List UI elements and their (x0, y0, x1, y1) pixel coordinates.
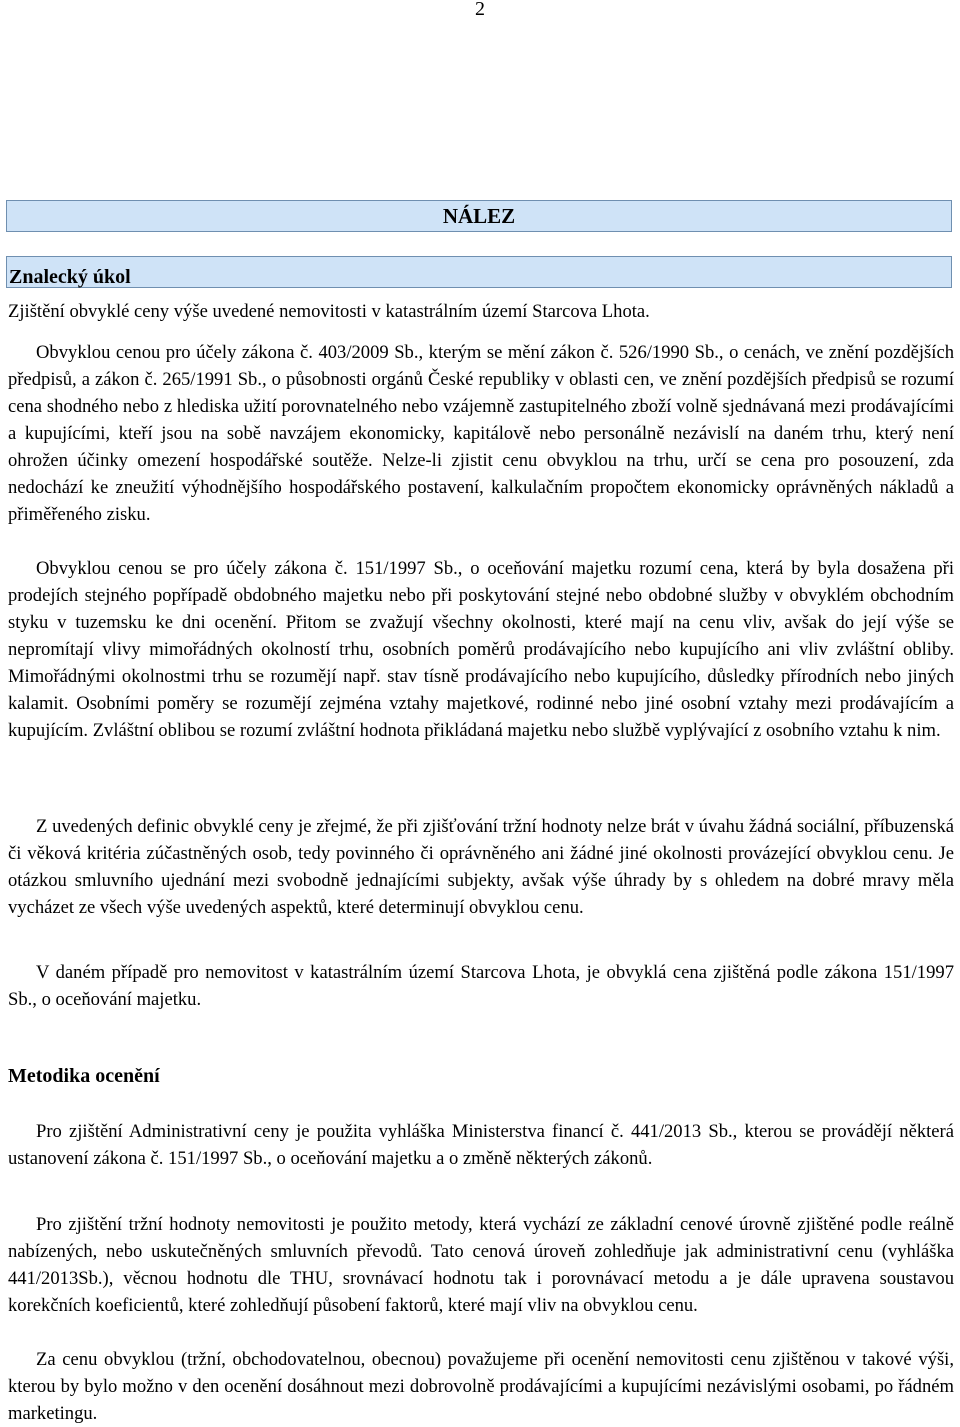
conclusion-paragraph: Z uvedených definic obvyklé ceny je zřejmé, že při zjišťování tržní hodnoty nelze brát v úvahu žádná sociální, příbuzenská či věková kritéria zúčastněných osob, tedy povinného či oprávněného ani žádné jiné okolnosti provázející obvyklou cenu. Je otázkou smluvního ujednání mezi svobodně jednajícími subjekty, avšak výše úhrady by s ohledem na dobré mravy měla vycházet ze všech výše uvedených aspektů, které determinují obvyklou cenu. (8, 816, 954, 918)
method-paragraph-market: Pro zjištění tržní hodnoty nemovitosti je použito metody, která vychází ze základní cenové úrovně zjištěné podle reálně nabízených, nebo uskutečněných smluvních převodů. Tato cenová úroveň zohledňuje jak administrativní cenu (vyhláška 441/2013Sb.), věcnou hodnotu dle THU, srovnávací hodnotu tak i porovnávací metodu a je dále upravena soustavou korekčních koeficientů, které zohledňují působení faktorů, které mají vliv na obvyklou cenu. (8, 1214, 954, 1316)
definition-paragraph-151-1997: Obvyklou cenou se pro účely zákona č. 151/1997 Sb., o oceňování majetku rozumí cena, která by byla dosažena při prodejích stejného popřípadě obdobného majetku nebo při poskytování stejné nebo obdobné služby v obvyklém obchodním styku v tuzemsku ke dni ocenění. Přitom se zvažují všechny okolnosti, které mají na cenu vliv, avšak do její výše se nepromítají vlivy mimořádných okolností trhu, osobních poměrů prodávajícího nebo kupujícího ani vliv zvláštní obliby. Mimořádnými okolnostmi trhu se rozumějí např. stav tísně prodávajícího nebo kupujícího, důsledky přírodních nebo jiných kalamit. Osobními poměry se rozumějí zejména vztahy majetkové, rodinné nebo jiné osobní vztahy mezi prodávajícím a kupujícím. Zvláštní oblibou se rozumí zvláštní hodnota přikládaná majetku nebo službě vyplývající z osobního vztahu k nim. (8, 558, 954, 741)
section-banner-znalecky-ukol (6, 256, 952, 288)
definition-paragraph-403-2009: Obvyklou cenou pro účely zákona č. 403/2009 Sb., kterým se mění zákon č. 526/1990 Sb., o cenách, ve znění pozdějších předpisů, a zákon č. 265/1991 Sb., o působnosti orgánů České republiky v oblasti cen, ve znění pozdějších předpisů se rozumí cena shodného nebo z hlediska užití porovnatelného nebo vzájemně zastupitelného zboží volně sjednávaná mezi prodávajícími a kupujícími, kteří jsou na sobě navzájem ekonomicky, kapitálově nebo personálně nezávislí na daném trhu, který není ohrožen účinky omezení hospodářské soutěže. Nelze-li zjistit cenu obvyklou na trhu, určí se cena pro posouzení, zda nedochází ke zneužití výhodnějšího hospodářského postavení, kalkulačním propočtem ekonomicky oprávněných nákladů a přiměřeného zisku. (8, 342, 954, 525)
method-paragraph-administrative: Pro zjištění Administrativní ceny je použita vyhláška Ministerstva financí č. 441/2013 Sb., kterou se provádějí některá ustanovení zákona č. 151/1997 Sb., o oceňování majetku a o změně některých zákonů. (8, 1121, 954, 1169)
section-title-znalecky-ukol: Znalecký úkol (9, 266, 131, 288)
market-price-paragraph: Za cenu obvyklou (tržní, obchodovatelnou, obecnou) považujeme při ocenění nemovitosti cenu zjištěnou v takové výši, kterou by bylo možno v den ocenění dosáhnout mezi dobrovolně prodávajícími a kupujícími nezávislými osobami, po řádném marketingu. (8, 1349, 954, 1424)
section-title-nalez: NÁLEZ (442, 204, 516, 228)
task-paragraph: Zjištění obvyklé ceny výše uvedené nemovitosti v katastrálním území Starcova Lhota. (8, 301, 650, 322)
page-number: 2 (475, 0, 485, 20)
section-banner-nalez (6, 200, 952, 232)
metodika-heading: Metodika ocenění (8, 1065, 160, 1087)
case-paragraph: V daném případě pro nemovitost v katastrálním území Starcova Lhota, je obvyklá cena zjištěná podle zákona 151/1997 Sb., o oceňování majetku. (8, 962, 954, 1010)
